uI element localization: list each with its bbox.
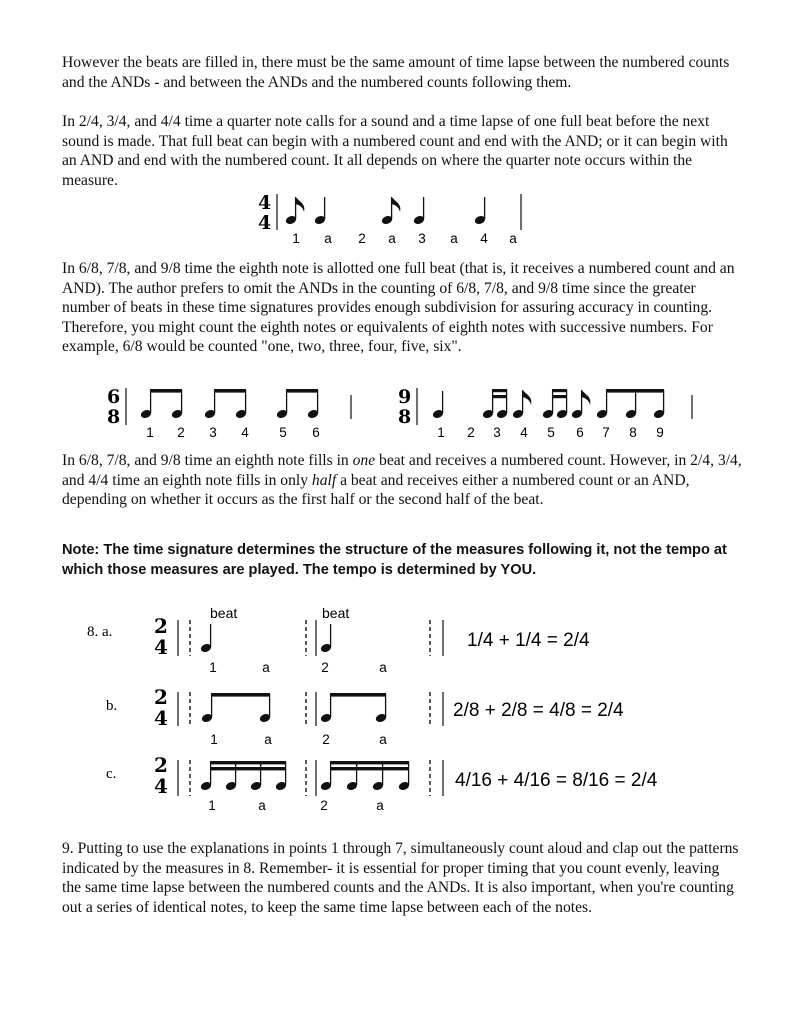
beamed-eighth-notes xyxy=(276,389,320,420)
eighth-note xyxy=(571,390,591,420)
count: a xyxy=(509,231,517,246)
count: 1 xyxy=(437,425,445,440)
paragraph-quarter-note: In 2/4, 3/4, and 4/4 time a quarter note calls for a sound and a time lapse of one full beat before the next sound is made. That full beat can begin with a numbered count and end with the AND; or it can begin with an AND and end with the numbered count. It all depends on where the quarter note occurs within the measure. xyxy=(62,113,728,189)
count: 3 xyxy=(418,231,426,246)
eighth-note xyxy=(512,390,532,420)
beamed-eighth-notes xyxy=(320,693,388,724)
count: a xyxy=(262,660,270,675)
paragraph-time-lapse: However the beats are filled in, there must be the same amount of time lapse between the numbered counts and the ANDs - and between the ANDs and the numbered counts following them. xyxy=(62,54,730,91)
equation: 2/8 + 2/8 = 4/8 = 2/4 xyxy=(453,700,624,721)
count: 8 xyxy=(629,425,637,440)
time-signature-bottom: 4 xyxy=(154,706,168,730)
count: 3 xyxy=(209,425,217,440)
note-time-signature: Note: The time signature determines the structure of the measures following it, not the tempo at which those measures are played. The tempo is determined by YOU. xyxy=(62,542,727,578)
paragraph-eighth-note xyxy=(62,451,742,510)
beamed-eighth-notes xyxy=(201,693,272,724)
count: 2 xyxy=(177,425,185,440)
beamed-eighth-notes xyxy=(140,389,184,420)
quarter-note xyxy=(432,391,445,420)
paragraph-exercise-9: 9. Putting to use the explanations in points 1 through 7, simultaneously count aloud and clap out the patterns indicated by the measures in 8. Remember- it is essential for proper timing that you count evenly, leaving the same time lapse between the numbered counts and the ANDs. It is also important, when you're counting out a series of identical notes, to keep the same time lapse between each of the notes. xyxy=(62,840,739,916)
emphasis-half: half xyxy=(311,471,337,489)
eighth-note xyxy=(285,197,305,226)
count: a xyxy=(379,660,387,675)
time-signature-top: 9 xyxy=(398,386,412,408)
count: 2 xyxy=(322,732,330,747)
count: 6 xyxy=(312,425,320,440)
exercise-8 xyxy=(0,600,800,813)
quarter-note xyxy=(200,624,213,654)
count: a xyxy=(376,798,384,813)
count: 1 xyxy=(208,798,216,813)
paragraph-text: beat and receives a numbered count. However, in 2/4, 3/4, and 4/4 time an eighth note fills in only xyxy=(62,452,742,489)
count: a xyxy=(264,732,272,747)
count: 2 xyxy=(321,660,329,675)
count: 5 xyxy=(547,425,555,440)
equation: 1/4 + 1/4 = 2/4 xyxy=(467,630,590,651)
count: a xyxy=(379,732,387,747)
count: a xyxy=(324,231,332,246)
count: 6 xyxy=(576,425,584,440)
time-signature-top: 2 xyxy=(154,685,168,709)
count: 2 xyxy=(358,231,366,246)
exercise-label: b. xyxy=(106,698,118,714)
exercise-8b xyxy=(106,685,624,747)
count: 4 xyxy=(480,231,488,246)
count: a xyxy=(450,231,458,246)
exercise-8a xyxy=(87,605,590,675)
time-signature-bottom: 8 xyxy=(398,406,412,428)
beat-label: beat xyxy=(322,605,350,621)
count: 1 xyxy=(292,231,300,246)
beamed-eighth-notes xyxy=(204,389,248,420)
quarter-note xyxy=(413,197,426,226)
time-signature-bottom: 4 xyxy=(258,212,272,234)
time-signature-top: 2 xyxy=(154,753,168,777)
beat-label: beat xyxy=(210,605,238,621)
quarter-note xyxy=(320,624,333,654)
exercise-label: 8. a. xyxy=(87,624,113,640)
count: 2 xyxy=(467,425,475,440)
time-signature-top: 4 xyxy=(258,192,272,214)
count: 2 xyxy=(320,798,328,813)
count: 1 xyxy=(210,732,218,747)
time-signature-top: 6 xyxy=(107,386,121,408)
count: 7 xyxy=(602,425,610,440)
quarter-note xyxy=(314,197,327,226)
count: 5 xyxy=(279,425,287,440)
time-signature-bottom: 4 xyxy=(154,774,168,798)
count: 4 xyxy=(520,425,528,440)
emphasis-one: one xyxy=(352,452,376,469)
equation: 4/16 + 4/16 = 8/16 = 2/4 xyxy=(455,770,658,791)
exercise-8c xyxy=(106,753,658,813)
beamed-sixteenth-notes xyxy=(482,389,509,420)
time-signature-bottom: 4 xyxy=(154,635,168,659)
count: a xyxy=(258,798,266,813)
example-6-8-9-8-measures xyxy=(0,385,800,445)
quarter-note xyxy=(474,197,487,226)
beamed-eighth-notes xyxy=(596,389,666,420)
count: 9 xyxy=(656,425,664,440)
time-signature-top: 2 xyxy=(154,614,168,638)
exercise-label: c. xyxy=(106,766,117,782)
eighth-note xyxy=(381,197,401,226)
example-4-4-measure xyxy=(0,190,800,250)
beamed-sixteenth-notes xyxy=(542,389,569,420)
count: 1 xyxy=(146,425,154,440)
time-signature-bottom: 8 xyxy=(107,406,121,428)
count: a xyxy=(388,231,396,246)
beamed-sixteenth-notes xyxy=(200,761,288,792)
count: 1 xyxy=(209,660,217,675)
paragraph-compound-time: In 6/8, 7/8, and 9/8 time the eighth note is allotted one full beat (that is, it receives a numbered count and an AND). The author prefers to omit the ANDs in the counting of 6/8, 7/8, and 9/8 time since the greater number of beats in these time signatures provides enough subdivision for assuring accuracy in counting. Therefore, you might count the eighth notes or equivalents of eighth notes with successive numbers. For example, 6/8 would be counted "one, two, three, four, five, six". xyxy=(62,260,735,356)
count: 3 xyxy=(493,425,501,440)
paragraph-text: a beat and receives either a numbered count or an AND, depending on whether it occurs as the first half or the second half of the beat. xyxy=(62,471,690,509)
paragraph-text: In 6/8, 7/8, and 9/8 time an eighth note fills in xyxy=(62,452,353,469)
count: 4 xyxy=(241,425,249,440)
beamed-sixteenth-notes xyxy=(320,761,411,792)
